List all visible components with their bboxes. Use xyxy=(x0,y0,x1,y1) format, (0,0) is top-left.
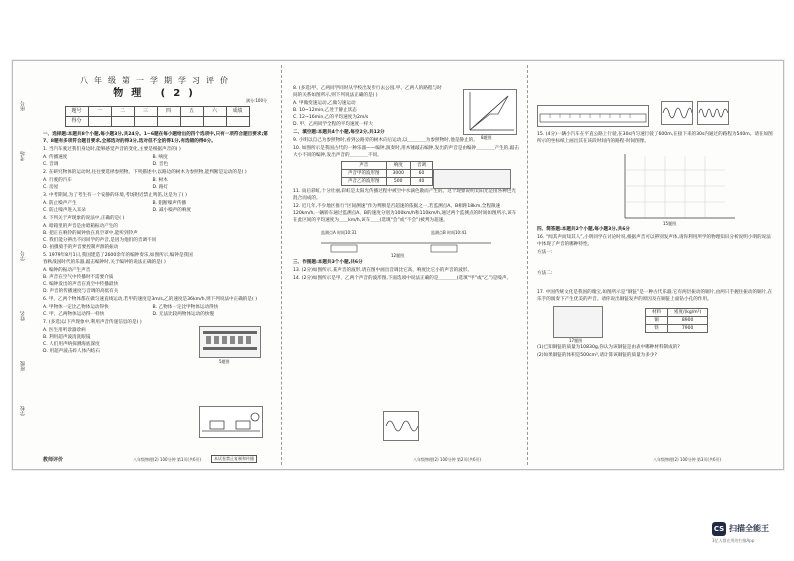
ruler-illustration xyxy=(538,106,648,126)
section-heading: 四、简答题:本题共2个小题,每小题3分,共6分 xyxy=(537,227,631,232)
question: 10. 如图所示是我国古代的一种乐器——编钟,演奏时,用木锤敲击编钟,发出的声音是由编钟＿＿＿＿产生的,敲击大小不同的编钟,发出声音的＿＿＿＿不同。 xyxy=(293,146,519,158)
page-column-3 xyxy=(535,105,775,445)
car-tree-illustration xyxy=(200,407,262,437)
question: 12. 近几年,不少地区推行“区间测速”作为判断是否超速的依据之一,若监测点A、B相距18km,全程限速120km/h,一辆轿车通过监测点A、B的速度分别为100km/h和110km/h,通过两个监测点的时间如图所示,该车在此区间的平均速度为＿＿km/h,该车＿＿(选填“会”或“不会”)被判为超速。 xyxy=(293,204,517,223)
question: 5. 1979年8月1日,我国建造了2600余年的编钟奏乐,如图所示,编钟是我国春秋战国时代的乐器,敲击编钟时,关于编钟的说法正确的是( ) xyxy=(43,253,193,265)
cs-logo-icon: CS xyxy=(712,522,726,536)
question-options: A. 甲物体一定比乙物体运动得快 B. 乙物体一定比甲物体运动得快 C. 甲、乙两物体运动得一样快 D. 无法比较两物体运动的快慢 xyxy=(43,305,219,317)
footer-page: 八年级物理(2) 100分钟 第1页(共6页) xyxy=(133,457,202,462)
watermark-text: 扫描全能王 xyxy=(729,524,769,533)
question-options: A. 暗箱里的声音是由暗箱振动产生的 B. 把正在响铃的闹钟放在真空罩中,能听到铃声 C. 我们能分辨出不同同学的声音,是因为他们的音调不同 D. 拍摄骑手的声音要控制声源的振动 xyxy=(43,224,157,250)
margin-label: 学校 xyxy=(20,406,26,416)
footer-teacher: 教师评价 xyxy=(43,457,64,463)
question: 6. 甲、乙两个物体都在做匀速直线运动,若甲的速度是3m/s,乙的速度是36km/h,则下列说法中正确的是( ) xyxy=(43,297,258,302)
question: 2. 在研究物体的运动时,往往要选择参照物。下列描述中,以路边的树木为参照物,能判断是运动的是( ) xyxy=(43,170,247,175)
margin-label: 考场 xyxy=(20,151,26,161)
section-heading: 一、选择题:本题共8个小题,每小题3分,共24分。1~6题在每小题给出的四个选项中,只有一项符合题目要求;第7、8题有多项符合题目要求,全部选对的得3分,选对但不全的得1分,有选错的得0分。 xyxy=(43,132,268,144)
section-heading: 二、填空题:本题共4个小题,每空2分,共12分 xyxy=(293,130,385,135)
answer-method-1: 方法一: xyxy=(537,250,553,255)
bells-figure xyxy=(199,326,261,358)
wave-a-figure xyxy=(661,101,693,125)
speed-sign-figure xyxy=(291,225,521,259)
margin-label: 学号 xyxy=(20,251,26,261)
figure-caption: 12题图 xyxy=(391,253,405,258)
footer-notice: 本试卷禁止复制和传播 xyxy=(211,455,257,463)
subject-title: 物理 (2) xyxy=(113,88,201,99)
score-table: 题号 一 二 三 四 五 六 成绩 得分 xyxy=(65,106,250,127)
watermark-subtext: 3亿人都在用的扫描App xyxy=(712,538,755,543)
margin-label: 座号 xyxy=(20,101,26,111)
distance-time-graph xyxy=(463,89,517,135)
wave-b-figure xyxy=(697,101,729,125)
question: 13. (2分)如图所示,某声音的波形,请在图中画出音调比它高、响度比它小的声音的波形。 xyxy=(293,268,472,273)
question-options: A. 医生用听诊器诊病 B. 利用超声波清洗眼镜 C. 人们用声呐探测海底深度 D. 用超声波击碎人体内结石 xyxy=(43,328,100,354)
density-table: 材料 密度/(kg/m³) 铜 8900 铁 7900 xyxy=(645,308,708,333)
exam-sheet xyxy=(12,60,784,470)
question: 11. 雨后彩虹,十分壮丽,彩虹是太阳光传播过程中被空中水滴色散而产生的。这个现象说明太阳光是由各种色光混合而成的。 xyxy=(293,189,517,201)
footer-page: 八年级物理(2) 100分钟 第3页(共6页) xyxy=(653,457,722,462)
checkpoint-b: 监测点B 时间10:41 xyxy=(431,230,467,235)
full-score: 满分:100分 xyxy=(246,98,267,103)
question: 17. 中国传统文化是我国的瑰宝,如图所示是“铜钲”是一种古代乐器,它有两层振动的铜片,由两只手握住振动的铜片,在乐手的演奏下产生优美的声音。请你说出铜钲发声的原因及在铜钲上面钻小孔的作用。 xyxy=(537,290,773,302)
question-options: A. 行驶的汽车 B. 树木 C. 房屋 D. 路灯 xyxy=(43,178,169,190)
question-part: (1)已知铜钲的质量为10830g,你认为该铜钲是由表中哪种材料制成的? xyxy=(537,345,680,350)
column-divider xyxy=(527,65,528,465)
answer-method-2: 方法二: xyxy=(537,271,553,276)
question: 8. (多选)甲、乙两同学同时从学校出发步行去公园,甲、乙两人的路程与时间的关系如图所示,则下列说法正确的是( ) xyxy=(293,86,442,98)
figure-caption: 17题图 xyxy=(569,338,583,343)
ruler-figure xyxy=(537,105,649,127)
question: 15. (4分)一辆小汽车在平直公路上行驶,在30s内匀速行驶了600m,在接下来的30s内通过的路程为540m。请在如图所示的坐标纸上画出其在该段时间内的路程-时间图像。 xyxy=(537,132,773,144)
question: 1. 当汽车驶过我们身边时,能够感觉声音的变化,主要是根据声音的( ) xyxy=(43,147,181,152)
question: 14. (2分)如图所示是甲、乙两个声音的波形图,下面选项中说法正确的是＿＿＿＿(选填“甲”或“乙”)是噪声。 xyxy=(293,276,512,281)
column-divider xyxy=(281,65,282,465)
question-part: (2)如果铜钲的体积是500cm³,请计算该铜钲的质量为多少? xyxy=(537,353,657,358)
grid-graph xyxy=(535,146,775,226)
question: 9. 小明以自己为参照物时,看到公路旁的树木向后运动,以＿＿＿＿为参照物时,他是静止的。 xyxy=(293,138,478,143)
margin-label: 姓名 xyxy=(20,311,26,321)
question-options: A. 传播速度 B. 响度 C. 音调 D. 音色 xyxy=(43,155,169,167)
question: 16. “闻其声而知其人”,小明同学在讨论时说,根据声音可以辨别发声体,请你利用所学的物理知识分析说明小明的说法中体现了声音的哪种特性。 xyxy=(537,235,771,247)
st-graph xyxy=(464,90,516,134)
question-options: A. 甲做变速运动,乙做匀速运动 B. 10~12min,乙处于静止状态 C. 12~16min,乙的平均速度为2m/s D. 甲、乙两同学全程的平均速度一样大 xyxy=(293,101,373,127)
question: 4. 下列关于声现象的说法中,正确的是( ) xyxy=(43,216,125,221)
figure-caption: 15题图 xyxy=(663,221,677,226)
page-column-1 xyxy=(41,61,273,445)
bells-illustration xyxy=(200,327,260,357)
figure-caption: 8题图 xyxy=(481,135,492,140)
binding-margin xyxy=(13,61,39,469)
section-heading: 三、作图题:本题共3个小题,共6分 xyxy=(293,260,363,265)
scanner-watermark xyxy=(712,522,782,544)
bronze-figure xyxy=(553,306,603,338)
q17-figure-area xyxy=(535,304,775,344)
question: 7. (多选)以下声现象中,利用声音传递信息的是( ) xyxy=(43,320,142,325)
checkpoint-a: 监测点A 时间10:31 xyxy=(321,230,357,235)
bells-figure-2 xyxy=(433,169,511,189)
question-options: A. 防止噪声产生 B. 阻断噪声传播 C. 防止噪声进入耳朵 D. 减小噪声的响度 xyxy=(43,201,192,213)
graph-15-area xyxy=(535,146,775,226)
question: 3. 中考期间,为了考生有一个安静的环境,考场附近禁止鸣笛,这是为了( ) xyxy=(43,193,187,198)
footer-page: 八年级物理(2) 100分钟 第2页(共6页) xyxy=(413,457,482,462)
car-tree-figure xyxy=(199,406,263,438)
wave-figure xyxy=(383,411,419,441)
margin-label: 班级 xyxy=(20,361,26,371)
figure-caption: 5题图 xyxy=(219,359,230,364)
exam-title: 八年级第一学期学习评价 xyxy=(80,76,234,85)
question-options: A. 编钟的振动产生声音 B. 声音在空气中传播时不需要介质 C. 编钟发出的声音在真空中传播最快 D. 声音的传播速度与音调的高低有关 xyxy=(43,268,119,294)
sound-table: 声音 响度 音调 声音甲的波形图 3000 60 声音乙的波形图 500 40 xyxy=(341,161,433,186)
